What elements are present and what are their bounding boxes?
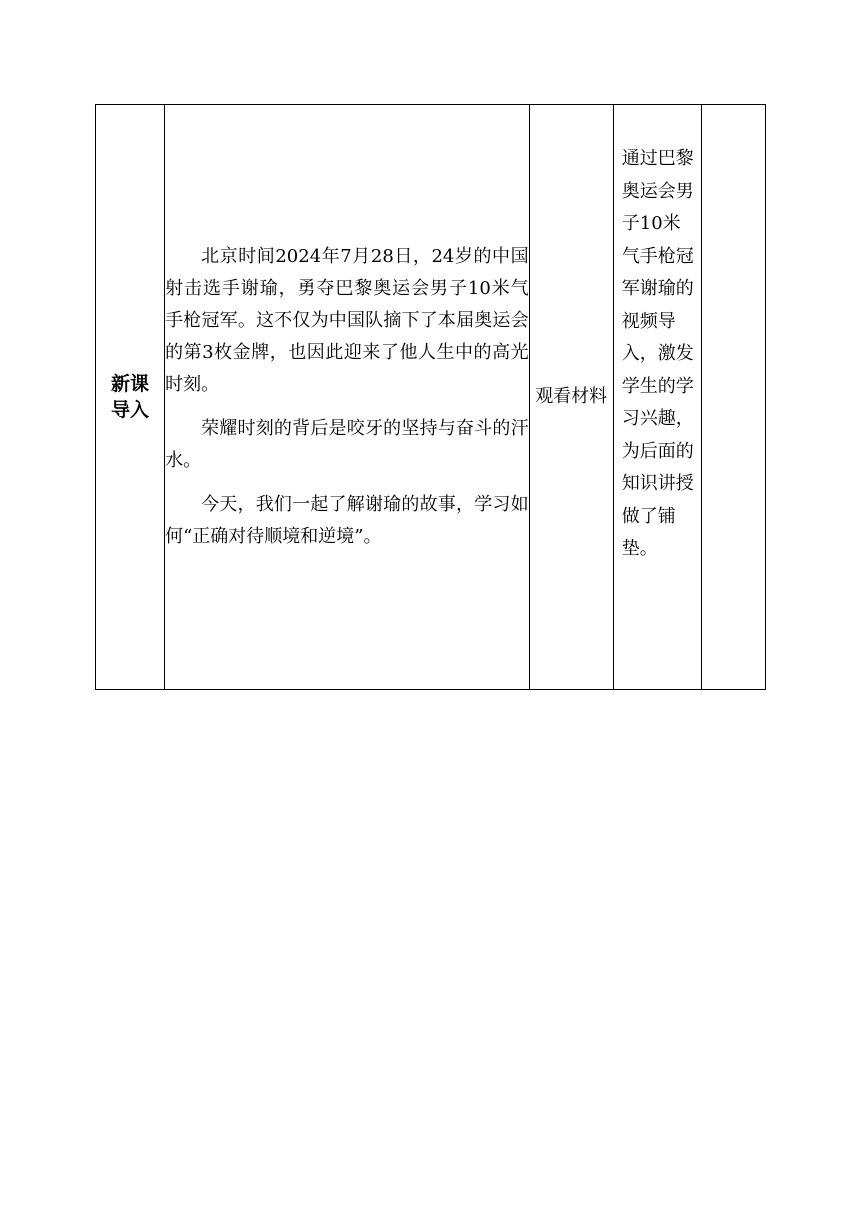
extra-cell: [701, 105, 765, 690]
content-paragraph: 荣耀时刻的背后是咬牙的坚持与奋斗的汗水。: [165, 418, 529, 471]
design-intent-cell: [613, 105, 701, 690]
lesson-table: [95, 104, 766, 690]
design-intent-text: 通过巴黎奥运会男子10米气手枪冠军谢瑜的视频导入，激发学生的学习兴趣，为后面的知识讲授做了铺垫。: [621, 148, 694, 559]
content-cell: [165, 105, 530, 690]
content-paragraph: 北京时间2024年7月28日，24岁的中国射击选手谢瑜，勇夺巴黎奥运会男子10米气手枪冠军。这不仅为中国队摘下了本届奥运会的第3枚金牌，也因此迎来了他人生中的高光时刻。: [165, 246, 529, 395]
student-activity-text: 观看材料: [535, 386, 608, 407]
section-label: 新课导入: [111, 373, 150, 421]
content-paragraph: 今天，我们一起了解谢瑜的故事，学习如何“正确对待顺境和逆境”。: [165, 494, 529, 547]
table-row: [96, 105, 766, 690]
student-activity-cell: [529, 105, 613, 690]
section-cell: [96, 105, 165, 690]
